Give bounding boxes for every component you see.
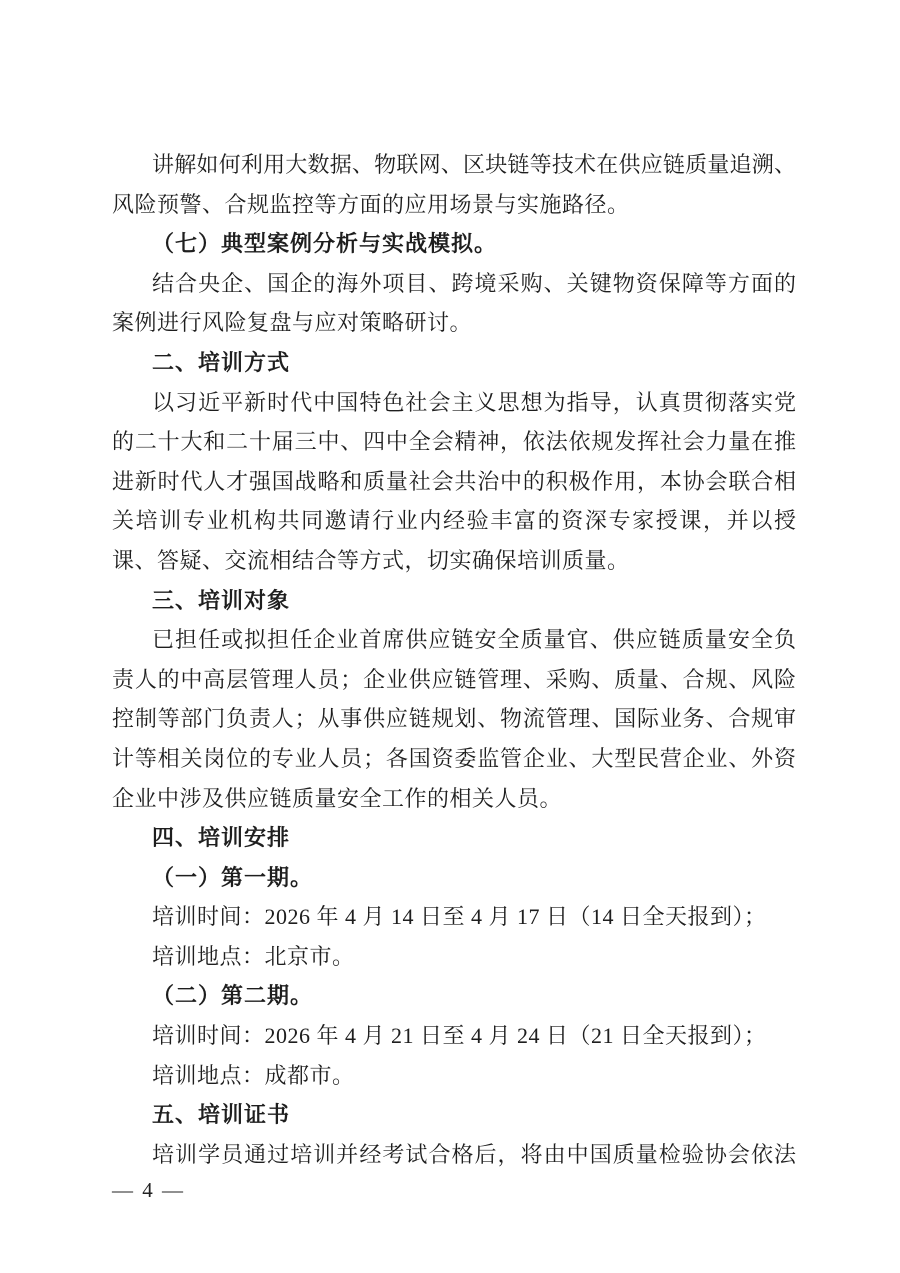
- subheading-case-analysis: （七）典型案例分析与实战模拟。: [152, 231, 498, 257]
- body-line: 培训学员通过培训并经考试合格后，将由中国质量检验协会依法: [152, 1141, 796, 1167]
- training-location-line: 培训地点：成都市。: [152, 1062, 355, 1088]
- body-line: 控制等部门负责人；从事供应链规划、物流管理、国际业务、合规审: [112, 706, 796, 732]
- body-line: 结合央企、国企的海外项目、跨境采购、关键物资保障等方面的: [152, 270, 796, 296]
- subheading-session-1: （一）第一期。: [152, 864, 314, 890]
- training-time-line: 培训时间：2026 年 4 月 21 日至 4 月 24 日（21 日全天报到）；: [152, 1023, 767, 1049]
- body-line: 责人的中高层管理人员；企业供应链管理、采购、质量、合规、风险: [112, 666, 796, 692]
- section-heading-training-audience: 三、培训对象: [152, 587, 291, 613]
- section-heading-training-schedule: 四、培训安排: [152, 825, 291, 851]
- body-line: 以习近平新时代中国特色社会主义思想为指导，认真贯彻落实党: [152, 389, 796, 415]
- subheading-session-2: （二）第二期。: [152, 983, 314, 1009]
- body-line: 已担任或拟担任企业首席供应链安全质量官、供应链质量安全负: [152, 627, 796, 653]
- training-time-line: 培训时间：2026 年 4 月 14 日至 4 月 17 日（14 日全天报到）；: [152, 904, 767, 930]
- body-line: 进新时代人才强国战略和质量社会共治中的积极作用，本协会联合相: [112, 468, 796, 494]
- body-line: 课、答疑、交流相结合等方式，切实确保培训质量。: [112, 547, 630, 573]
- body-line: 风险预警、合规监控等方面的应用场景与实施路径。: [112, 191, 630, 217]
- training-location-line: 培训地点：北京市。: [152, 943, 355, 969]
- page-number: — 4 —: [112, 1178, 185, 1202]
- body-line: 企业中涉及供应链质量安全工作的相关人员。: [112, 785, 563, 811]
- body-line: 讲解如何利用大数据、物联网、区块链等技术在供应链质量追溯、: [152, 152, 796, 177]
- body-line: 计等相关岗位的专业人员；各国资委监管企业、大型民营企业、外资: [112, 745, 796, 771]
- section-heading-training-certificate: 五、培训证书: [152, 1102, 291, 1128]
- body-line: 关培训专业机构共同邀请行业内经验丰富的资深专家授课，并以授: [112, 508, 796, 534]
- document-text-block: [112, 145, 796, 1174]
- body-line: 的二十大和二十届三中、四中全会精神，依法依规发挥社会力量在推: [112, 429, 796, 455]
- body-line: 案例进行风险复盘与应对策略研讨。: [112, 310, 473, 336]
- section-heading-training-method: 二、培训方式: [152, 349, 291, 375]
